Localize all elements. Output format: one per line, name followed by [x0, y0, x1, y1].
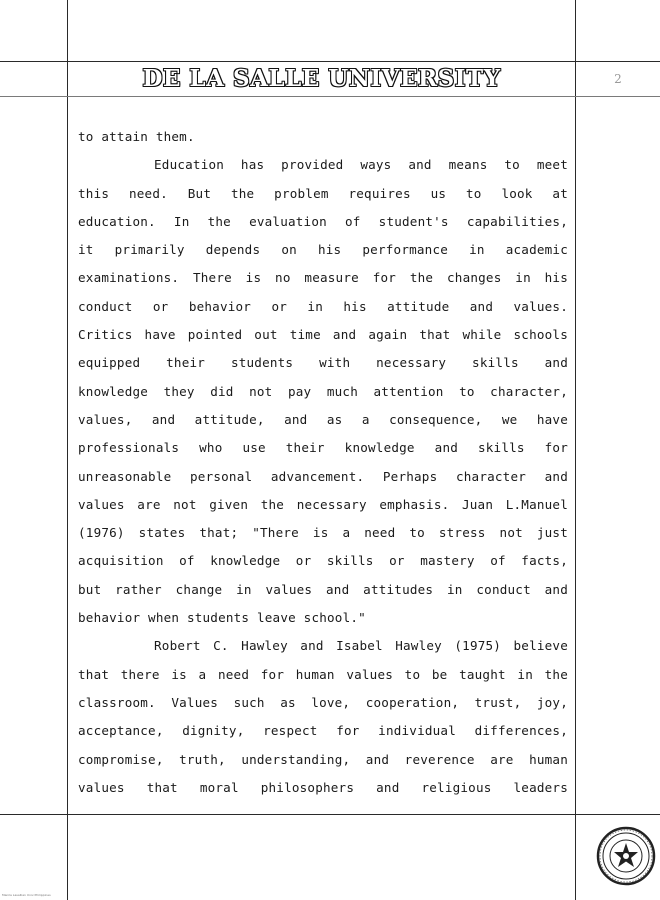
text-line: it primarily depends on his performance in academic — [78, 242, 568, 258]
text-line: that there is a need for human values to be taught in the — [78, 666, 568, 682]
left-margin-rule — [67, 0, 68, 900]
text-line: values, and attitude, and as a consequence, we have — [78, 411, 568, 427]
text-line: compromise, truth, understanding, and reverence are human — [78, 751, 568, 767]
text-line: knowledge they did not pay much attention to character, — [78, 383, 568, 399]
text-line: classroom. Values such as love, cooperation, trust, joy, — [78, 694, 568, 710]
text-line: this need. But the problem requires us to look at — [78, 185, 568, 201]
text-line: education. In the evaluation of student's capabilities, — [78, 213, 568, 229]
text-line: Robert C. Hawley and Isabel Hawley (1975) believe — [154, 638, 568, 654]
footer-rule — [0, 814, 660, 815]
text-line: Education has provided ways and means to meet — [154, 157, 568, 173]
body-text — [78, 123, 568, 802]
text-line: unreasonable personal advancement. Perhaps character and — [78, 468, 568, 484]
text-line: Critics have pointed out time and again that while schools — [78, 327, 568, 343]
university-title: DE LA SALLE UNIVERSITY — [142, 65, 501, 92]
text-line: conduct or behavior or in his attitude and values. — [78, 298, 568, 314]
text-line: but rather change in values and attitudes in conduct and — [78, 581, 568, 597]
text-line: examinations. There is no measure for the changes in his — [78, 270, 568, 286]
university-seal-icon — [596, 826, 656, 886]
text-line: acquisition of knowledge or skills or mastery of facts, — [78, 553, 568, 569]
page-number: 2 — [614, 72, 622, 86]
text-line: to attain them. — [78, 129, 195, 144]
text-line: equipped their students with necessary skills and — [78, 355, 568, 371]
header-bottom-rule — [0, 96, 660, 97]
header-top-rule — [0, 61, 660, 62]
text-line: (1976) states that; "There is a need to stress not just — [78, 525, 568, 541]
text-line: behavior when students leave school." — [78, 610, 366, 626]
text-line: acceptance, dignity, respect for individual differences, — [78, 723, 568, 739]
text-line: professionals who use their knowledge and skills for — [78, 440, 568, 456]
microfilm-reference: Manila Lasallian Univ Philippines — [2, 893, 51, 897]
text-line: values are not given the necessary emphasis. Juan L.Manuel — [78, 496, 568, 512]
text-line: values that moral philosophers and religious leaders — [78, 779, 568, 795]
right-margin-rule — [575, 0, 576, 900]
